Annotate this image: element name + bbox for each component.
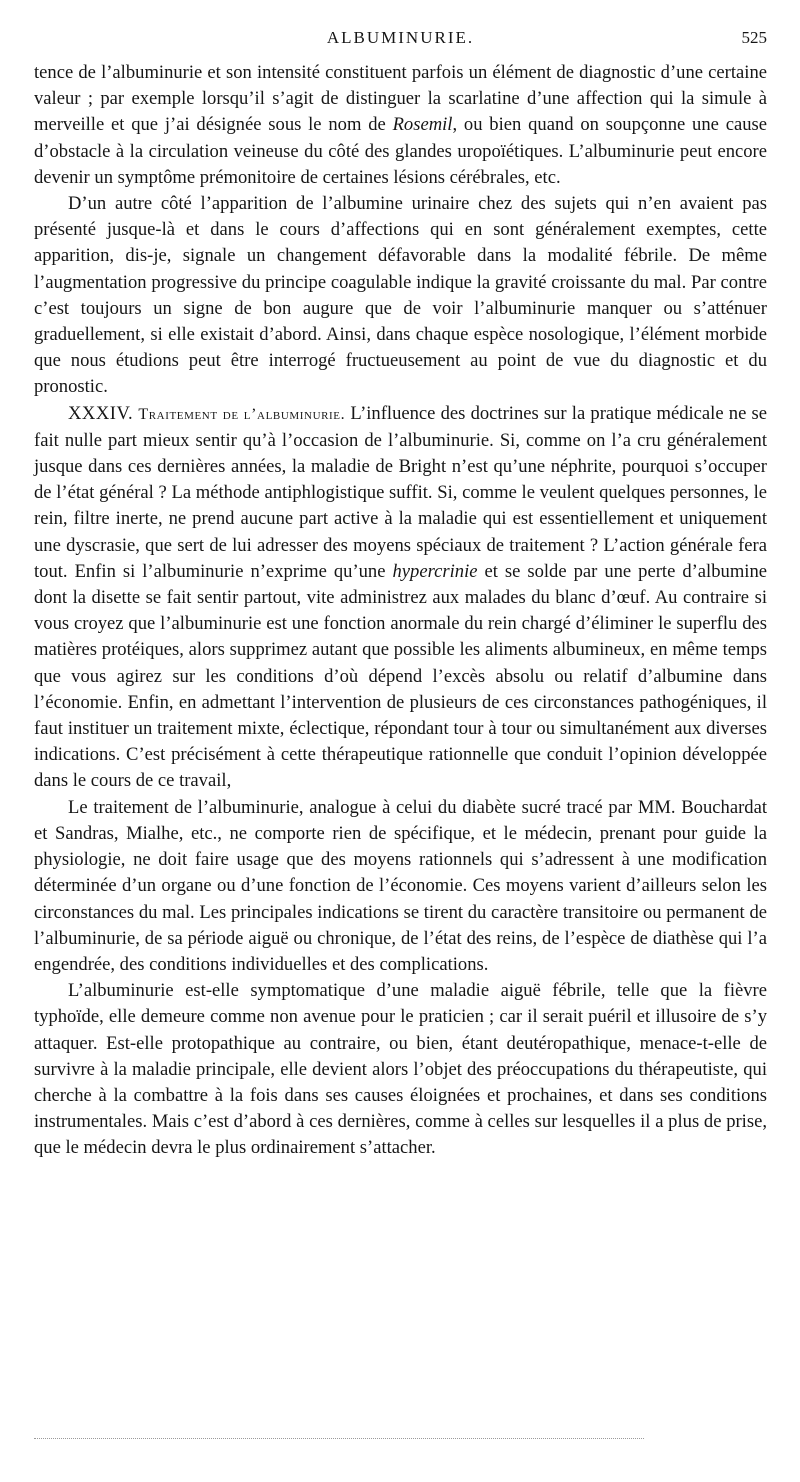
- paragraph-text: D’un autre côté l’apparition de l’albumine urinaire chez des sujets qui n’en avaient pas présenté jusque-là et dans le cours d’affections qui en sont généralement exemptes, cette apparition, dis-je, signale un changement défavorable dans la modalité fébrile. De même l’augmentation progressive du principe coagulable indique la gravité croissante du mal. Par contre c’est toujours un signe de bon augure que de voir l’albuminurie manquer ou s’atténuer graduellement, si elle existait d’abord. Ainsi, dans chaque espèce nosologique, l’élément morbide que nous étudions peut être interrogé fructueusement au point de vue du diagnostic et du pronostic.: [34, 193, 767, 398]
- italic-term-hypercrinie: hypercrinie: [392, 560, 478, 582]
- page-bottom-rule: [34, 1438, 644, 1439]
- section-heading: Traitement de l’albuminurie.: [138, 405, 346, 423]
- paragraph-text: L’influence des doctrines sur la pratique médicale ne se fait nulle part mieux sentir qu’à l’occasion de l’albuminurie. Si, comme on l’a cru généralement jusque dans ces dernières années, la maladie de Bright n’est qu’une néphrite, pourquoi s’occuper de l’état général ? La méthode antiphlogistique suffit. Si, comme le veulent quelques personnes, le rein, filtre inerte, ne prend aucune part active à la maladie qui est essentiellement et uniquement une dyscrasie, que sert de lui adresser des moyens spéciaux de traitement ? L’action générale fera tout. Enfin si l’albuminurie n’exprime qu’une: [34, 402, 768, 582]
- paragraph-section-xxxiv: [34, 401, 767, 795]
- paragraph-text: et se solde par une perte d’albumine dont la disette se fait sentir partout, vite administrez aux malades du blanc d’œuf. Au contraire si vous croyez que l’albuminurie est une fonction anormale du rein chargé d’éliminer le superflu des matières protéiques, alors supprimez autant que possible les aliments albumineux, en même temps que vous agirez sur les conditions d’où dépend l’excès absolu ou relatif d’albumine dans l’économie. Enfin, en admettant l’intervention de plusieurs de ces circonstances pathogéniques, il faut instituer un traitement mixte, éclectique, répondant tour à tour ou simultanément aux diverses indications. C’est précisément à cette thérapeutique rationnelle que conduit l’opinion développée dans le cours de ce travail,: [34, 560, 767, 792]
- paragraph-continuation: [34, 60, 767, 191]
- italic-term-rosemil: Rosemil: [392, 114, 453, 136]
- book-page: [34, 28, 767, 1162]
- running-head: [34, 28, 767, 58]
- page-number: 525: [741, 28, 767, 47]
- paragraph-prognosis: [34, 191, 767, 401]
- paragraph-text: tence de l’albuminurie et son intensité constituent parfois un élément de diagnostic d’une certaine valeur ; par exemple lorsqu’il s’agit de distinguer la scarlatine d’une affection qui la simule à merveille et que j’ai désignée sous le nom de: [34, 62, 767, 136]
- paragraph-text: , ou bien quand on soupçonne une cause d’obstacle à la circulation veineuse du côté des glandes uropoïétiques. L’albuminurie peut encore devenir un symptôme prémonitoire de certaines lésions cérébrales, etc.: [34, 114, 767, 188]
- paragraph-symptomatic: [34, 978, 767, 1161]
- paragraph-text: L’albuminurie est-elle symptomatique d’une maladie aiguë fébrile, telle que la fièvre typhoïde, elle demeure comme non avenue pour le praticien ; car il serait puéril et illusoire de s’y attaquer. Est-elle protopathique au contraire, ou bien, étant deutéropathique, menace-t-elle de survivre à la maladie principale, elle devient alors l’objet des préoccupations du thérapeutiste, qui cherche à la combattre à la fois dans ses causes éloignées et prochaines, et dans ses conditions instrumentales. Mais c’est d’abord à ces dernières, comme à celles sur lesquelles il a plus de prise, que le médecin devra le plus ordinairement s’attacher.: [34, 980, 767, 1159]
- paragraph-text: Le traitement de l’albuminurie, analogue à celui du diabète sucré tracé par MM. Bouchardat et Sandras, Mialhe, etc., ne comporte rien de spécifique, et le médecin, prenant pour guide la physiologie, ne doit faire usage que des moyens rationnels qui s’adressent à une modification déterminée d’un organe ou d’une fonction de l’économie. Ces moyens varient d’ailleurs selon les circonstances du mal. Les principales indications se tirent du caractère transitoire ou permanent de l’albuminurie, de sa période aiguë ou chronique, de l’état des reins, de l’espèce de diathèse qui l’a engendrée, des conditions individuelles et des complications.: [34, 796, 767, 975]
- section-number: XXXIV.: [68, 402, 134, 424]
- paragraph-treatment: [34, 795, 767, 978]
- running-title: ALBUMINURIE.: [326, 28, 475, 47]
